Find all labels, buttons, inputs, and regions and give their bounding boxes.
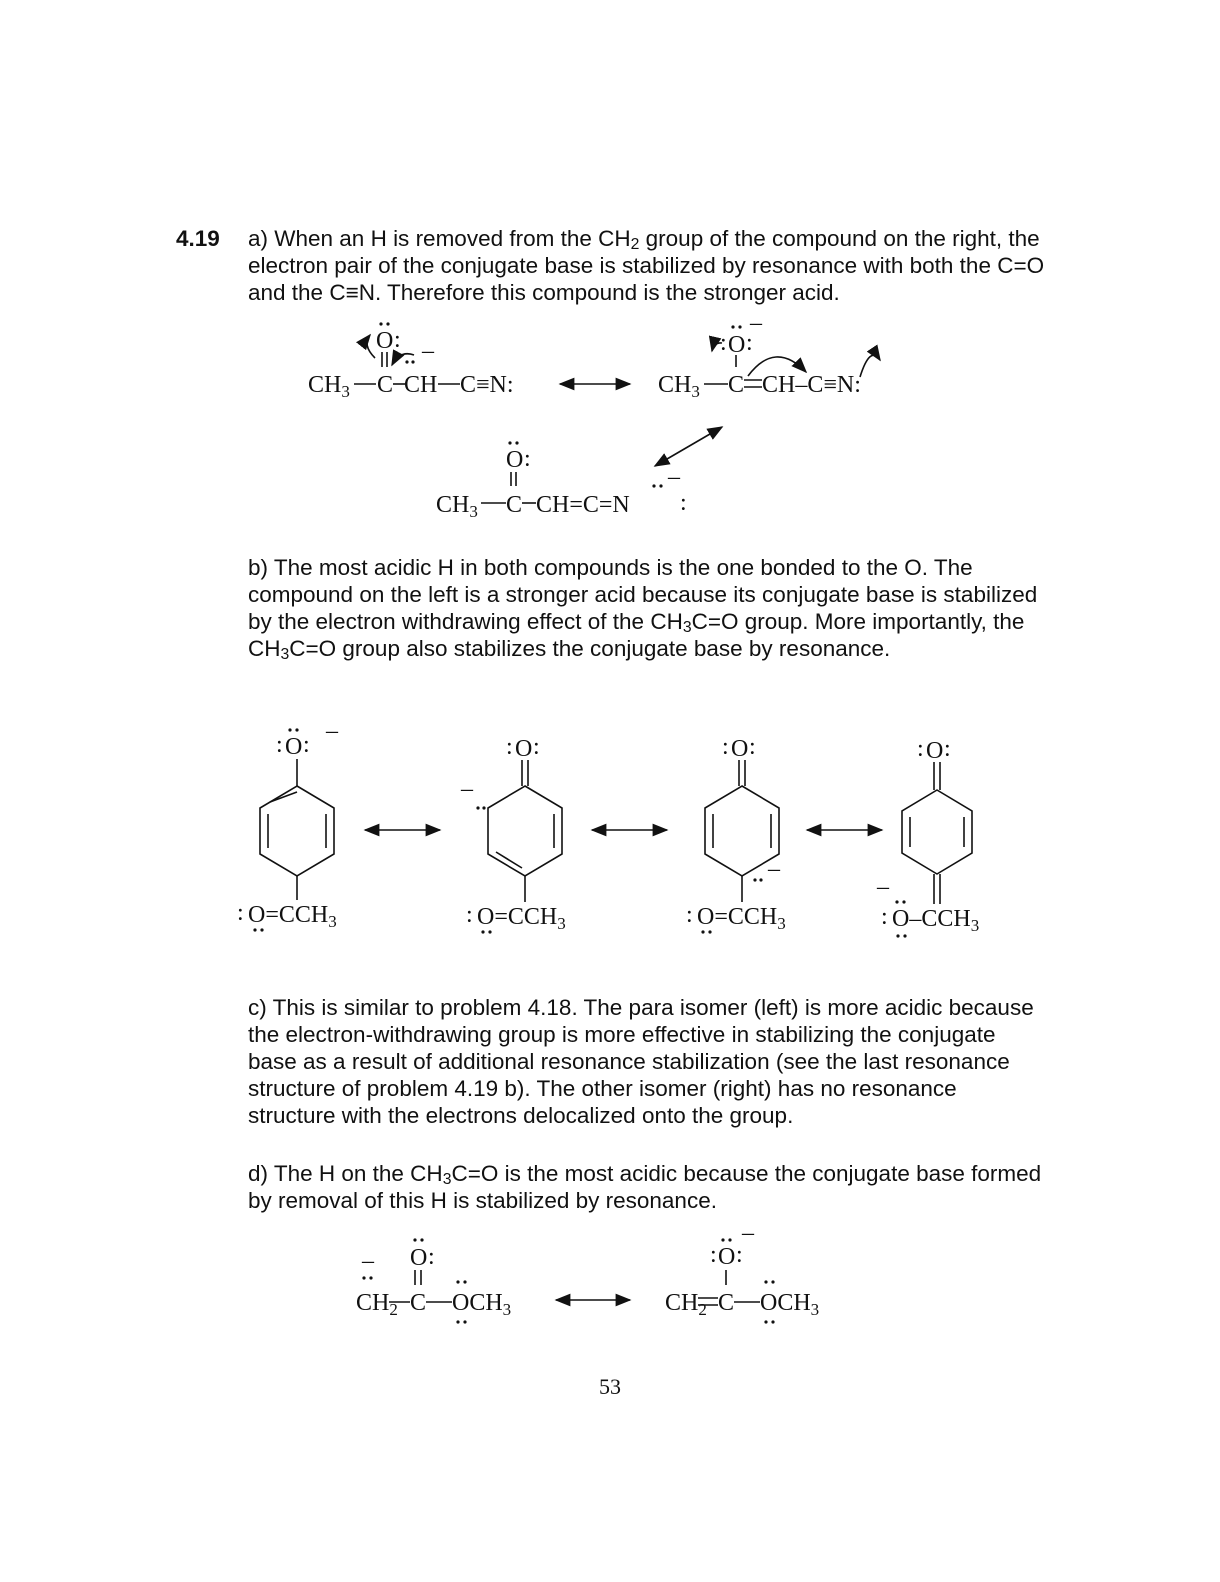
svg-text::: : bbox=[736, 1242, 743, 1268]
part-d-structure-2 bbox=[665, 1220, 819, 1324]
svg-text::: : bbox=[944, 736, 951, 762]
svg-text:OCH3: $OCH_3$ bbox=[760, 1290, 820, 1319]
svg-text:O: O bbox=[728, 332, 746, 358]
svg-text::: : bbox=[710, 1242, 717, 1268]
svg-text::: : bbox=[533, 734, 540, 760]
problem-number: 4.19 bbox=[176, 226, 220, 251]
svg-text:–: – bbox=[742, 1220, 754, 1246]
svg-text:C: C bbox=[506, 492, 523, 518]
part-a-structure-2 bbox=[658, 310, 880, 401]
svg-text::: : bbox=[237, 900, 244, 926]
svg-text:O: O bbox=[515, 736, 533, 762]
svg-text:CH2: $CH_2$ bbox=[356, 1290, 398, 1319]
svg-text:CH–C≡N:: CH–C≡N: bbox=[762, 372, 861, 398]
svg-text:–: – bbox=[877, 874, 889, 900]
resonance-arrow-a2 bbox=[655, 427, 722, 466]
svg-text:O: O bbox=[718, 1244, 736, 1270]
part-a-structure-3 bbox=[436, 441, 687, 521]
svg-text:O: O bbox=[376, 328, 394, 354]
part-b-structure-2 bbox=[460, 734, 566, 934]
svg-text::: : bbox=[749, 734, 756, 760]
svg-text:C: C bbox=[728, 372, 745, 398]
svg-text::: : bbox=[720, 330, 727, 356]
part-a-structure-1 bbox=[308, 322, 514, 401]
svg-text:O=CCH3: $O=CCH_3$ bbox=[477, 904, 566, 933]
svg-text:–: – bbox=[668, 464, 680, 490]
svg-text:C: C bbox=[377, 372, 394, 398]
part-a-text: a) When an H is removed from the $CH_2$ group of the compound on the right, the electron pair of the conjugate base is stabilized by resonance with both the C=O and the C≡N. Therefore this compound is the stronger acid. bbox=[248, 226, 1045, 305]
svg-text:O=CCH3: $O=CCH_3$ bbox=[248, 902, 337, 931]
svg-text:CH: CH bbox=[404, 372, 438, 398]
svg-text:C: C bbox=[718, 1290, 735, 1316]
svg-text:CH3: $CH_3$ bbox=[308, 372, 350, 401]
svg-text::: : bbox=[394, 327, 401, 353]
svg-text:O: O bbox=[410, 1245, 428, 1271]
svg-text:–: – bbox=[422, 338, 434, 364]
svg-text:O: O bbox=[926, 738, 944, 764]
svg-text::: : bbox=[686, 902, 693, 928]
svg-text:C≡N:: C≡N: bbox=[460, 372, 514, 398]
svg-text:O=CCH3: $O=CCH_3$ bbox=[697, 904, 786, 933]
svg-text:–: – bbox=[461, 776, 473, 802]
svg-text::: : bbox=[881, 904, 888, 930]
svg-text::: : bbox=[524, 446, 531, 472]
svg-text:–: – bbox=[326, 718, 338, 744]
svg-text:–: – bbox=[768, 856, 780, 882]
part-d-structure-1 bbox=[356, 1238, 511, 1323]
part-c-text: c) This is similar to problem 4.18. The para isomer (left) is more acidic because the electron-withdrawing group is more effective in stabilizing the conjugate base as a result of additional resonance stabilization (see the last resonance structure of problem 4.19 b). The other isomer (right) has no resonance structure with the electrons delocalized onto the group. bbox=[248, 995, 1034, 1128]
svg-text::: : bbox=[680, 490, 687, 516]
svg-text:CH3: $CH_3$ bbox=[658, 372, 700, 401]
svg-text::: : bbox=[917, 736, 924, 762]
part-b-structure-4 bbox=[876, 736, 979, 938]
svg-text:O: O bbox=[285, 734, 303, 760]
svg-text::: : bbox=[466, 902, 473, 928]
svg-text:CH=C=N: CH=C=N bbox=[536, 492, 630, 518]
svg-text:CH3: $CH_3$ bbox=[436, 492, 478, 521]
svg-text:CH2: $CH_2$ bbox=[665, 1290, 707, 1319]
svg-text::: : bbox=[303, 732, 310, 758]
svg-text:–: – bbox=[362, 1248, 374, 1274]
svg-text::: : bbox=[722, 734, 729, 760]
svg-text:–: – bbox=[750, 310, 762, 336]
svg-text:O: O bbox=[506, 447, 524, 473]
svg-text:O–CCH3: $O-CCH_3$ bbox=[892, 906, 980, 935]
svg-text::: : bbox=[746, 330, 753, 356]
part-b-structure-1 bbox=[237, 718, 339, 932]
page-number: 53 bbox=[599, 1374, 621, 1399]
svg-text:OCH3: $OCH_3$ bbox=[452, 1290, 512, 1319]
svg-text:O: O bbox=[731, 736, 749, 762]
svg-text:C: C bbox=[410, 1290, 427, 1316]
svg-text::: : bbox=[506, 734, 513, 760]
part-b-structure-3 bbox=[686, 734, 786, 934]
svg-text::: : bbox=[276, 732, 283, 758]
part-b-text: b) The most acidic H in both compounds is the one bonded to the O. The compound on the left is a stronger acid because its conjugate base is stabilized by the electron withdrawing effect of the $CH_3C=O$ group. More importantly, the $CH_3C=O$ group also stabilizes the conjugate base by resonance. bbox=[248, 555, 1038, 663]
part-d-text: d) The H on the $CH_3C=O$ is the most acidic because the conjugate base formed by removal of this H is stabilized by resonance. bbox=[248, 1161, 1042, 1213]
svg-text::: : bbox=[428, 1244, 435, 1270]
